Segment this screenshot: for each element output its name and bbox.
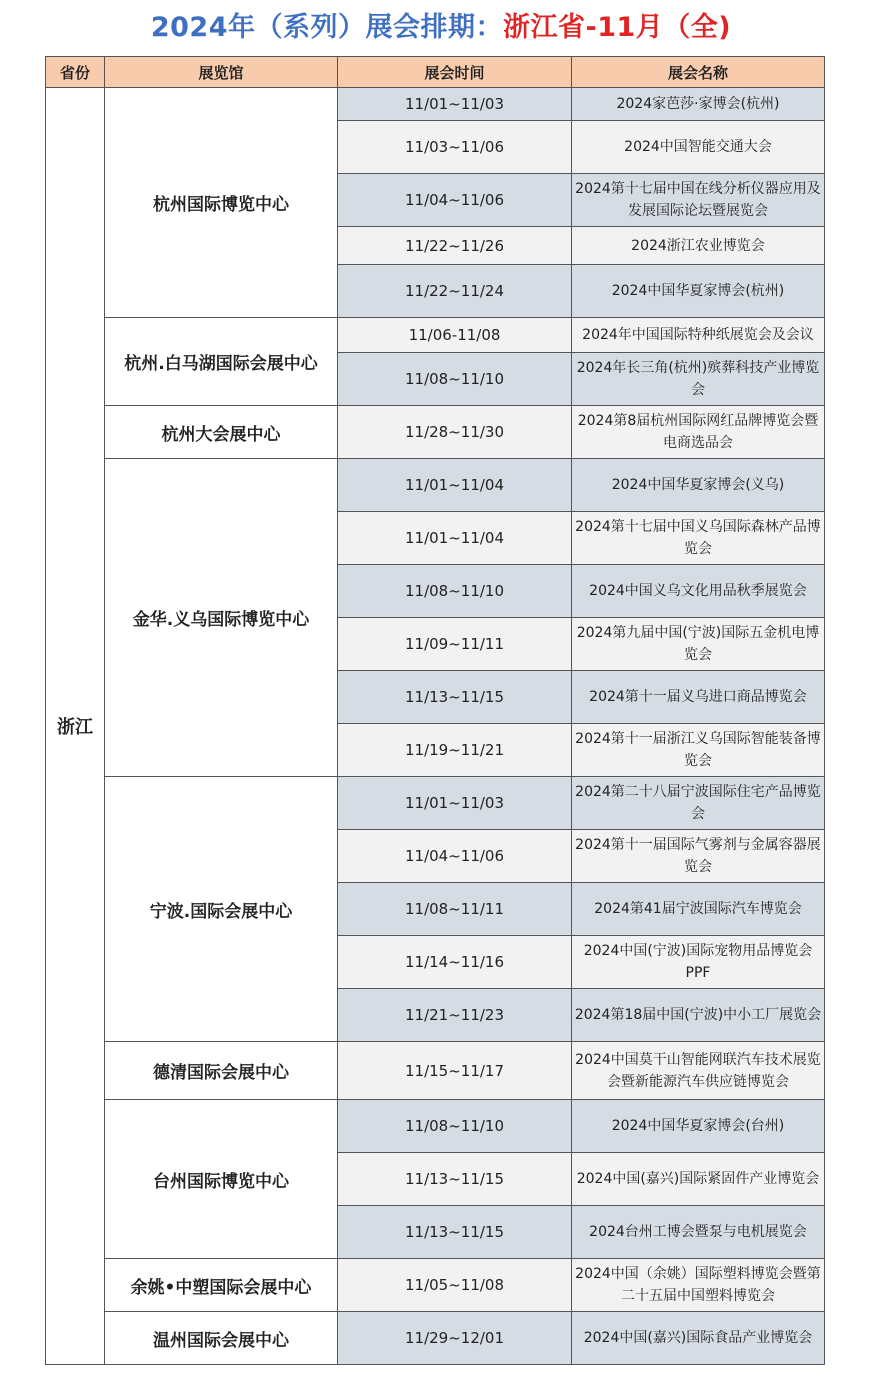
venue-cell: 温州国际会展中心	[105, 1312, 338, 1365]
page-title	[0, 8, 882, 48]
exhibition-name-cell: 2024第九届中国(宁波)国际五金机电博览会	[572, 618, 825, 671]
table-row	[46, 88, 825, 121]
table-row	[46, 406, 825, 459]
exhibition-schedule-table	[45, 56, 825, 1365]
exhibition-name-cell: 2024第十七届中国义乌国际森林产品博览会	[572, 512, 825, 565]
date-cell: 11/15~11/17	[338, 1042, 572, 1100]
exhibition-name-cell: 2024第41届宁波国际汽车博览会	[572, 883, 825, 936]
exhibition-name-cell: 2024浙江农业博览会	[572, 227, 825, 265]
date-cell: 11/03~11/06	[338, 121, 572, 174]
exhibition-name-cell: 2024中国（余姚）国际塑料博览会暨第二十五届中国塑料博览会	[572, 1259, 825, 1312]
exhibition-name-cell: 2024第十一届浙江义乌国际智能装备博览会	[572, 724, 825, 777]
venue-cell: 杭州.白马湖国际会展中心	[105, 318, 338, 406]
header-venue: 展览馆	[105, 57, 338, 88]
exhibition-name-cell: 2024第十一届国际气雾剂与金属容器展览会	[572, 830, 825, 883]
venue-cell: 德清国际会展中心	[105, 1042, 338, 1100]
exhibition-name-cell: 2024第十七届中国在线分析仪器应用及发展国际论坛暨展览会	[572, 174, 825, 227]
date-cell: 11/29~12/01	[338, 1312, 572, 1365]
venue-cell: 杭州国际博览中心	[105, 88, 338, 318]
title-part-1: 2024年（系列）展会排期：	[150, 12, 504, 43]
date-cell: 11/09~11/11	[338, 618, 572, 671]
date-cell: 11/01~11/04	[338, 512, 572, 565]
table-row	[46, 459, 825, 512]
venue-cell: 金华.义乌国际博览中心	[105, 459, 338, 777]
exhibition-name-cell: 2024中国(宁波)国际宠物用品博览会PPF	[572, 936, 825, 989]
exhibition-name-cell: 2024第十一届义乌进口商品博览会	[572, 671, 825, 724]
exhibition-name-cell: 2024中国(嘉兴)国际紧固件产业博览会	[572, 1153, 825, 1206]
table-row	[46, 1100, 825, 1153]
table-row	[46, 1312, 825, 1365]
title-part-2: 浙江省-11月（全)	[503, 12, 732, 43]
header-row	[46, 57, 825, 88]
date-cell: 11/08~11/10	[338, 565, 572, 618]
date-cell: 11/13~11/15	[338, 1153, 572, 1206]
exhibition-name-cell: 2024中国智能交通大会	[572, 121, 825, 174]
exhibition-name-cell: 2024年长三角(杭州)殡葬科技产业博览会	[572, 353, 825, 406]
exhibition-name-cell: 2024中国莫干山智能网联汽车技术展览会暨新能源汽车供应链博览会	[572, 1042, 825, 1100]
date-cell: 11/08~11/10	[338, 1100, 572, 1153]
exhibition-name-cell: 2024家芭莎·家博会(杭州)	[572, 88, 825, 121]
exhibition-name-cell: 2024中国华夏家博会(义乌)	[572, 459, 825, 512]
date-cell: 11/22~11/24	[338, 265, 572, 318]
exhibition-name-cell: 2024第二十八届宁波国际住宅产品博览会	[572, 777, 825, 830]
exhibition-name-cell: 2024中国华夏家博会(杭州)	[572, 265, 825, 318]
date-cell: 11/08~11/10	[338, 353, 572, 406]
header-province: 省份	[46, 57, 105, 88]
date-cell: 11/01~11/03	[338, 777, 572, 830]
exhibition-name-cell: 2024中国(嘉兴)国际食品产业博览会	[572, 1312, 825, 1365]
venue-cell: 余姚•中塑国际会展中心	[105, 1259, 338, 1312]
date-cell: 11/28~11/30	[338, 406, 572, 459]
date-cell: 11/08~11/11	[338, 883, 572, 936]
exhibition-name-cell: 2024年中国国际特种纸展览会及会议	[572, 318, 825, 353]
exhibition-name-cell: 2024第18届中国(宁波)中小工厂展览会	[572, 989, 825, 1042]
table-row	[46, 318, 825, 353]
venue-cell: 台州国际博览中心	[105, 1100, 338, 1259]
exhibition-name-cell: 2024第8届杭州国际网红品牌博览会暨电商选品会	[572, 406, 825, 459]
exhibition-name-cell: 2024中国义乌文化用品秋季展览会	[572, 565, 825, 618]
date-cell: 11/04~11/06	[338, 174, 572, 227]
province-cell: 浙江	[46, 88, 105, 1365]
date-cell: 11/01~11/03	[338, 88, 572, 121]
header-name: 展会名称	[572, 57, 825, 88]
exhibition-name-cell: 2024台州工博会暨泵与电机展览会	[572, 1206, 825, 1259]
table-row	[46, 777, 825, 830]
table-row	[46, 1259, 825, 1312]
date-cell: 11/14~11/16	[338, 936, 572, 989]
date-cell: 11/01~11/04	[338, 459, 572, 512]
venue-cell: 杭州大会展中心	[105, 406, 338, 459]
date-cell: 11/13~11/15	[338, 1206, 572, 1259]
date-cell: 11/06-11/08	[338, 318, 572, 353]
date-cell: 11/19~11/21	[338, 724, 572, 777]
venue-cell: 宁波.国际会展中心	[105, 777, 338, 1042]
date-cell: 11/21~11/23	[338, 989, 572, 1042]
header-time: 展会时间	[338, 57, 572, 88]
date-cell: 11/04~11/06	[338, 830, 572, 883]
table-body	[46, 88, 825, 1365]
date-cell: 11/05~11/08	[338, 1259, 572, 1312]
date-cell: 11/13~11/15	[338, 671, 572, 724]
exhibition-name-cell: 2024中国华夏家博会(台州)	[572, 1100, 825, 1153]
date-cell: 11/22~11/26	[338, 227, 572, 265]
table-row	[46, 1042, 825, 1100]
